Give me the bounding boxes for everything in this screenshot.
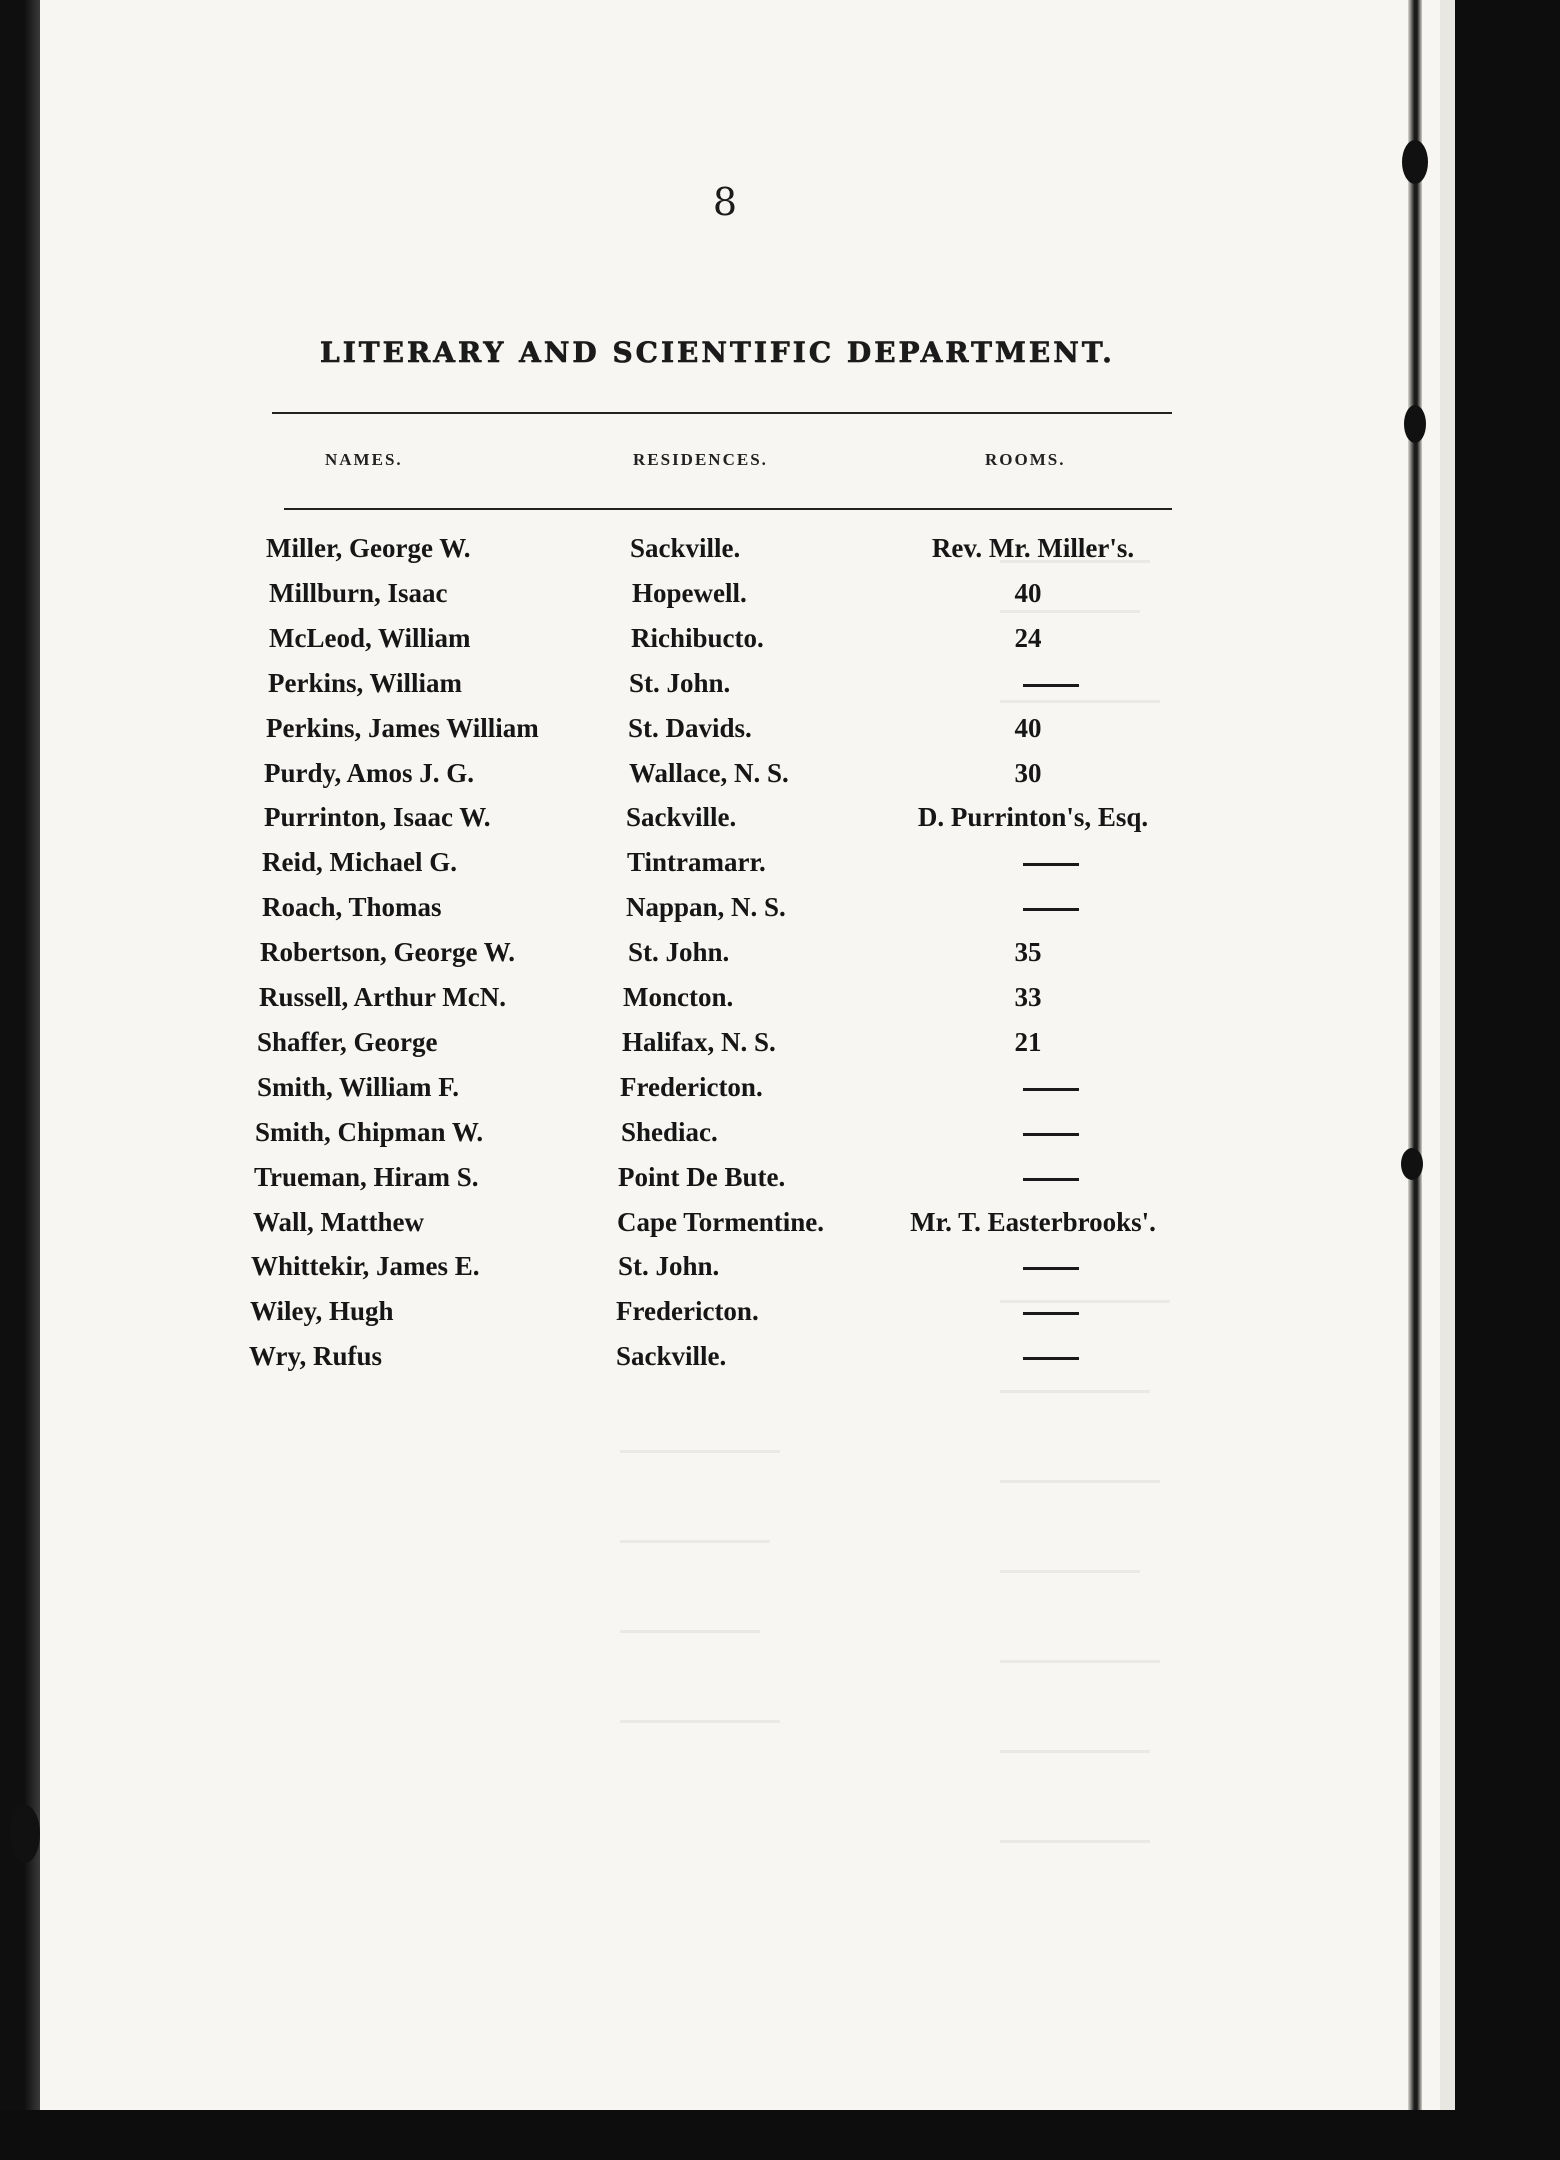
student-residence: Halifax, N. S. [622,1026,776,1057]
table-row [0,1251,1300,1293]
table-row [0,802,1300,844]
room-blank-dash [1023,1312,1079,1315]
student-name: Russell, Arthur McN. [259,982,506,1012]
table-row [0,982,1300,1024]
student-residence: Sackville. [626,802,737,833]
room-blank-dash [1023,908,1079,911]
student-residence: Shediac. [621,1116,718,1147]
column-header-residences: RESIDENCES. [633,450,768,469]
student-name: Miller, George W. [266,533,471,563]
table-row [0,1117,1300,1159]
student-name: Shaffer, George [257,1026,438,1057]
table-row [0,533,1300,575]
student-residence: Fredericton. [616,1296,759,1327]
table-row [0,623,1300,665]
student-name: Perkins, William [268,667,463,698]
student-name: Wall, Matthew [253,1206,424,1237]
table-row [0,1072,1300,1114]
room-blank-dash [1023,1178,1079,1181]
header-rule [284,508,1172,510]
student-name: Reid, Michael G. [262,847,457,878]
column-header-rooms: ROOMS. [985,450,1066,469]
room-blank-dash [1023,684,1079,687]
table-row [0,1341,1300,1383]
student-residence: Fredericton. [620,1071,763,1102]
student-room: Mr. T. Easterbrooks'. [910,1206,1156,1237]
table-row [0,668,1300,710]
student-name: Trueman, Hiram S. [254,1161,479,1192]
student-name: McLeod, William [269,622,471,653]
student-residence: Point De Bute. [618,1161,786,1192]
student-residence: Hopewell. [632,577,747,608]
binding-knot [1401,1148,1423,1180]
student-residence: Tintramarr. [627,847,766,878]
student-name: Whittekir, James E. [251,1251,480,1282]
room-blank-dash [1023,1267,1079,1270]
table-row [0,1296,1300,1338]
room-blank-dash [1023,1357,1079,1360]
student-room: 40 [1014,712,1042,743]
student-name: Smith, William F. [257,1071,460,1102]
student-residence: St. Davids. [628,712,752,743]
scan-bottom-edge [0,2110,1560,2160]
student-room: 21 [1014,1026,1042,1057]
room-blank-dash [1023,863,1079,866]
page-number: 8 [712,180,738,224]
student-room: Rev. Mr. Miller's. [931,533,1135,563]
student-name: Wiley, Hugh [250,1296,394,1327]
student-residence: Richibucto. [631,622,764,653]
table-row [0,713,1300,755]
table-row [0,578,1300,620]
student-name: Purrinton, Isaac W. [264,802,491,833]
student-residence: Wallace, N. S. [629,757,789,788]
binding-knot [1404,405,1426,443]
column-header-names: NAMES. [325,450,403,469]
table-row [0,1027,1300,1069]
student-residence: St. John. [618,1251,720,1282]
student-residence: Nappan, N. S. [626,892,786,923]
table-row [0,1162,1300,1204]
top-rule [272,412,1172,414]
student-name: Purdy, Amos J. G. [264,757,475,788]
table-row [0,937,1300,979]
student-room: D. Purrinton's, Esq. [917,802,1149,833]
student-room: 33 [1014,982,1042,1012]
student-residence: Sackville. [616,1341,727,1372]
student-name: Millburn, Isaac [269,577,448,608]
binding-knot [1402,140,1428,184]
table-row [0,847,1300,889]
student-name: Robertson, George W. [260,937,515,968]
page-right-margin [1440,0,1455,2110]
room-blank-dash [1023,1133,1079,1136]
department-title: LITERARY AND SCIENTIFIC DEPARTMENT. [320,336,1115,369]
student-name: Roach, Thomas [262,892,442,923]
student-residence: St. John. [628,937,730,968]
student-residence: Moncton. [623,982,734,1012]
table-row [0,758,1300,800]
student-residence: Cape Tormentine. [617,1206,825,1237]
table-row [0,1207,1300,1249]
student-name: Wry, Rufus [249,1341,383,1372]
student-room: 24 [1014,622,1042,653]
student-name: Perkins, James William [266,712,539,743]
student-residence: Sackville. [630,533,741,563]
binding-knot [10,1805,40,1863]
student-room: 35 [1014,937,1042,968]
table-row [0,892,1300,934]
student-name: Smith, Chipman W. [255,1116,484,1147]
binding-thread [1408,0,1422,2110]
student-residence: St. John. [629,667,731,698]
student-room: 30 [1014,757,1042,788]
student-room: 40 [1014,577,1042,608]
room-blank-dash [1023,1088,1079,1091]
scan-right-edge [1455,0,1560,2160]
